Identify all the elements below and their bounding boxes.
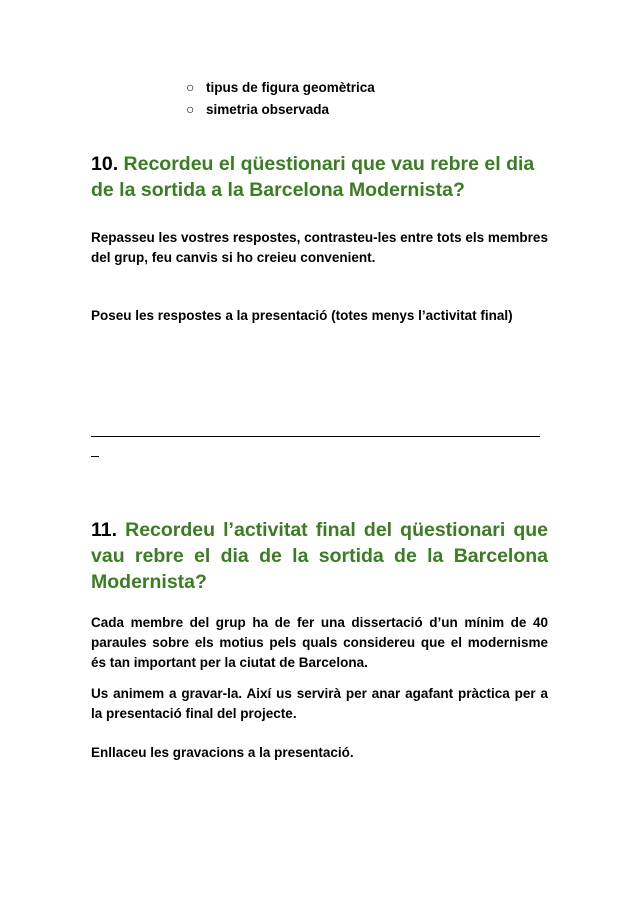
bullet-item — [186, 76, 375, 98]
section-10-title: Recordeu el qüestionari que vau rebre el dia de la sortida a la Barcelona Modernista? — [91, 153, 535, 201]
section-10-paragraph-2: Poseu les respostes a la presentació (totes menys l’activitat final) — [91, 308, 513, 323]
section-11-paragraph-1: Cada membre del grup ha de fer una dissertació d’un mínim de 40 paraules sobre els motius pels quals considereu que el modernisme és tan important per la ciutat de Barcelona. — [91, 615, 548, 670]
answer-line-continuation — [91, 456, 99, 457]
section-10-paragraph-1: Repasseu les vostres respostes, contrasteu-les entre tots els membres del grup, feu canvis si ho creieu convenient. — [91, 230, 548, 265]
section-11-heading — [91, 517, 548, 595]
answer-line — [91, 436, 540, 437]
section-11-title: Recordeu l’activitat final del qüestionari que vau rebre el dia de la sortida de la Barcelona Modernista? — [91, 519, 548, 593]
bullet-text: simetria observada — [206, 101, 330, 117]
section-11-paragraph-2: Us animem a gravar-la. Així us servirà per anar agafant pràctica per a la presentació final del projecte. — [91, 686, 548, 721]
section-11-paragraph-3: Enllaceu les gravacions a la presentació. — [91, 745, 354, 760]
section-10-heading — [91, 151, 548, 203]
hollow-circle-bullet-icon: ○ — [186, 101, 195, 117]
section-11-number: 11. — [91, 519, 118, 541]
bullet-item — [186, 98, 375, 120]
bullet-text: tipus de figura geomètrica — [206, 79, 375, 95]
section-10-number: 10. — [91, 153, 119, 175]
sub-bullet-list — [186, 76, 375, 120]
hollow-circle-bullet-icon: ○ — [186, 79, 195, 95]
